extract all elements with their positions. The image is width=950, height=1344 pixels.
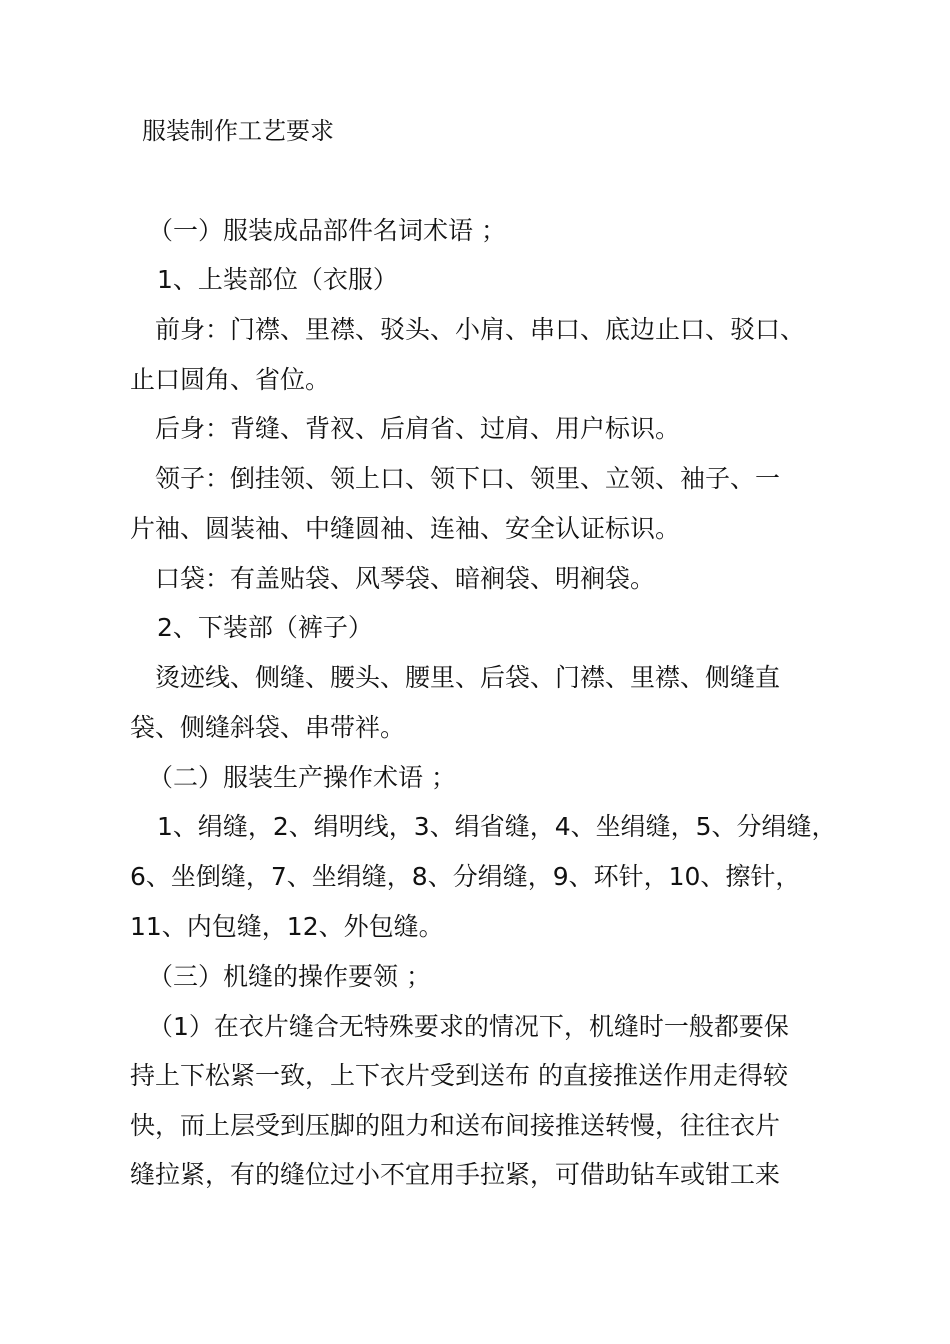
paragraph-line: 快，而上层受到压脚的阻力和送布间接推送转慢，往往衣片: [130, 1111, 781, 1140]
paragraph-line: 烫迹线、侧缝、腰头、腰里、后袋、门襟、里襟、侧缝直: [155, 663, 781, 692]
paragraph-line: 持上下松紧一致，上下衣片受到送布 的直接推送作用走得较: [130, 1061, 788, 1090]
paragraph-line: 口袋：有盖贴袋、风琴袋、暗裥袋、明裥袋。: [155, 564, 656, 593]
paragraph-line: 前身：门襟、里襟、驳头、小肩、串口、底边止口、驳口、: [155, 315, 806, 344]
paragraph-line: 后身：背缝、背衩、后肩省、过肩、用户标识。: [155, 414, 681, 443]
subsection-heading-2: 2、下装部（裤子）: [157, 613, 373, 642]
paragraph-line: 11、内包缝，12、外包缝。: [130, 912, 444, 941]
paragraph-line: 1、绢缝，2、绢明线，3、绢省缝，4、坐绢缝，5、分绢缝，: [157, 812, 837, 841]
paragraph-line: 止口圆角、省位。: [130, 365, 331, 394]
document-title: 服装制作工艺要求: [142, 117, 334, 145]
subsection-heading-1: 1、上装部位（衣服）: [157, 265, 398, 294]
section-heading-3: （三）机缝的操作要领 ；: [148, 962, 431, 991]
paragraph-line: 袋、侧缝斜袋、串带袢。: [130, 713, 406, 742]
paragraph-line: 领子：倒挂领、领上口、领下口、领里、立领、袖子、一: [155, 464, 781, 493]
section-heading-2: （二）服装生产操作术语 ；: [148, 763, 456, 792]
paragraph-line: 缝拉紧，有的缝位过小不宜用手拉紧，可借助钻车或钳工来: [130, 1160, 781, 1189]
paragraph-line: 片袖、圆装袖、中缝圆袖、连袖、安全认证标识。: [130, 514, 681, 543]
paragraph-line: （1）在衣片缝合无特殊要求的情况下，机缝时一般都要保: [148, 1012, 789, 1041]
section-heading-1: （一）服装成品部件名词术语 ；: [148, 216, 506, 245]
paragraph-line: 6、坐倒缝，7、坐绢缝，8、分绢缝，9、环针，10、擦针，: [130, 862, 801, 891]
